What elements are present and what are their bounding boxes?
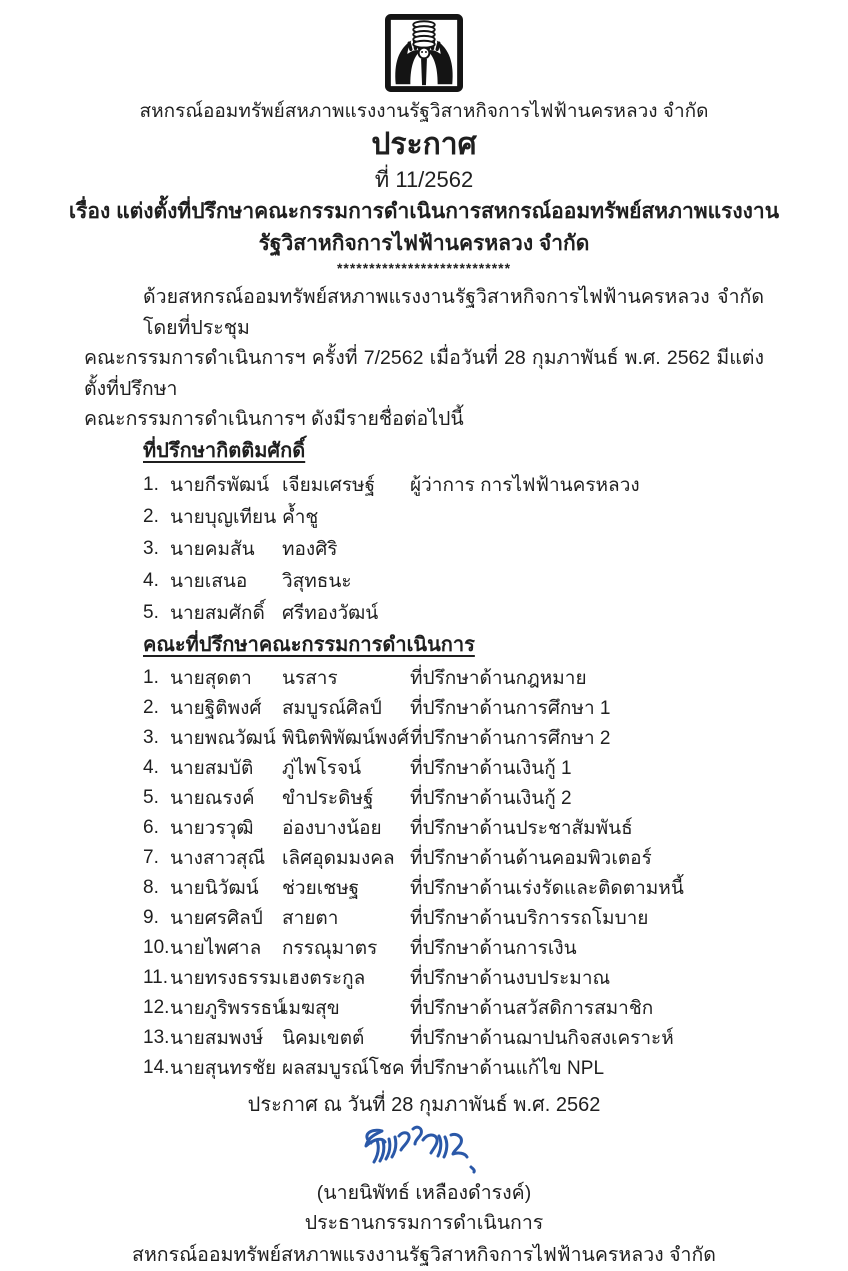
- body-paragraph: [84, 282, 764, 435]
- member-role: ที่ปรึกษาด้านงบประมาณ: [410, 968, 611, 990]
- list-item: [143, 469, 848, 501]
- member-name: นายสมพงษ์: [170, 1028, 264, 1050]
- handwritten-signature-icon: [0, 1123, 848, 1177]
- member-name: นายเสนอ: [170, 571, 248, 593]
- member-surname: กรรณุมาตร: [282, 938, 378, 960]
- member-name: นายพณวัฒน์: [170, 728, 276, 750]
- list-item: [143, 873, 848, 903]
- subject-line-2: รัฐวิสาหกิจการไฟฟ้านครหลวง จำกัด: [258, 232, 590, 255]
- honorary-advisors-heading: ที่ปรึกษากิตติมศักดิ์: [143, 439, 306, 462]
- member-role: ผู้ว่าการ การไฟฟ้านครหลวง: [410, 474, 640, 496]
- signer-organization: สหกรณ์ออมทรัพย์สหภาพแรงงานรัฐวิสาหกิจการไฟฟ้านครหลวง จำกัด: [132, 1244, 716, 1267]
- member-surname: อ่องบางน้อย: [282, 818, 382, 840]
- advisory-board-heading: คณะที่ปรึกษาคณะกรรมการดำเนินการ: [143, 634, 475, 657]
- member-number: 10.: [143, 937, 170, 959]
- member-name: นายวรวุฒิ: [170, 818, 254, 840]
- member-number: 11.: [143, 967, 169, 989]
- member-number: 3.: [143, 537, 159, 559]
- member-number: 2.: [143, 697, 159, 719]
- list-item: [143, 753, 848, 783]
- member-surname: เฮงตระกูล: [282, 968, 366, 990]
- member-role: ที่ปรึกษาด้านบริการรถโมบาย: [410, 908, 649, 930]
- member-surname: ภู่ไพโรจน์: [282, 758, 362, 780]
- asterisk-divider: ***************************: [336, 260, 512, 276]
- member-number: 13.: [143, 1027, 170, 1049]
- list-item: [143, 723, 848, 753]
- member-name: นายสมศักดิ์: [170, 603, 265, 625]
- list-item: [143, 1023, 848, 1053]
- member-number: 1.: [143, 473, 159, 495]
- member-number: 5.: [143, 787, 159, 809]
- member-name: นายศรศิลป์: [170, 908, 263, 930]
- member-role: ที่ปรึกษาด้านการเงิน: [410, 938, 577, 960]
- cooperative-logo-icon: [385, 14, 463, 92]
- member-name: นายคมสัน: [170, 538, 255, 560]
- subject-line-1: เรื่อง แต่งตั้งที่ปรึกษาคณะกรรมการดำเนินการสหกรณ์ออมทรัพย์สหภาพแรงงาน: [68, 200, 780, 223]
- list-item: [143, 933, 848, 963]
- member-number: 7.: [143, 847, 159, 869]
- member-name: นายฐิติพงศ์: [170, 698, 262, 720]
- member-surname: เลิศอุดมมงคล: [282, 848, 395, 870]
- member-number: 4.: [143, 757, 159, 779]
- member-name: นายทรงธรรม: [170, 968, 282, 990]
- member-surname: เมฆสุข: [282, 998, 340, 1020]
- list-item: [143, 993, 848, 1023]
- member-role: ที่ปรึกษาด้านเงินกู้ 1: [410, 758, 572, 780]
- member-surname: ผลสมบูรณ์โชค: [282, 1058, 405, 1080]
- body-line: คณะกรรมการดำเนินการฯ ดังมีรายชื่อต่อไปนี้: [84, 408, 464, 430]
- member-name: นายภูริพรรธน์: [170, 998, 286, 1020]
- member-role: ที่ปรึกษาด้านเร่งรัดและติดตามหนี้: [410, 878, 684, 900]
- member-name: นางสาวสุณี: [170, 848, 266, 870]
- advisory-board-list: [143, 663, 848, 1083]
- member-surname: เจียมเศรษฐ์: [282, 474, 376, 496]
- member-role: ที่ปรึกษาด้านสวัสดิการสมาชิก: [410, 998, 654, 1020]
- member-number: 12.: [143, 997, 170, 1019]
- list-item: [143, 813, 848, 843]
- member-name: นายนิวัฒน์: [170, 878, 259, 900]
- member-surname: สายตา: [282, 908, 339, 930]
- member-surname: ศรีทองวัฒน์: [282, 603, 379, 625]
- member-role: ที่ปรึกษาด้านประชาสัมพันธ์: [410, 818, 633, 840]
- list-item: [143, 565, 848, 597]
- member-role: ที่ปรึกษาด้านการศึกษา 2: [410, 728, 611, 750]
- member-role: ที่ปรึกษาด้านฌาปนกิจสงเคราะห์: [410, 1028, 674, 1050]
- member-name: นายณรงค์: [170, 788, 255, 810]
- list-item: [143, 1053, 848, 1083]
- honorary-advisors-list: [143, 469, 848, 630]
- body-line: คณะกรรมการดำเนินการฯ ครั้งที่ 7/2562 เมื่อวันที่ 28 กุมภาพันธ์ พ.ศ. 2562 มีแต่งตั้งที่ปรึกษา: [84, 347, 764, 400]
- member-surname: ขำประดิษฐ์: [282, 788, 374, 810]
- member-number: 3.: [143, 727, 159, 749]
- member-name: นายกีรพัฒน์: [170, 474, 270, 496]
- member-surname: นรสาร: [282, 668, 338, 690]
- member-role: ที่ปรึกษาด้านด้านคอมพิวเตอร์: [410, 848, 652, 870]
- member-number: 4.: [143, 570, 159, 592]
- list-item: [143, 843, 848, 873]
- member-number: 14.: [143, 1057, 170, 1079]
- document-number: ที่ 11/2562: [374, 167, 474, 192]
- list-item: [143, 693, 848, 723]
- member-surname: สมบูรณ์ศิลป์: [282, 698, 382, 720]
- member-role: ที่ปรึกษาด้านการศึกษา 1: [410, 698, 611, 720]
- member-surname: นิคมเขตต์: [282, 1028, 365, 1050]
- list-item: [143, 663, 848, 693]
- member-role: ที่ปรึกษาด้านเงินกู้ 2: [410, 788, 572, 810]
- announcement-date-line: ประกาศ ณ วันที่ 28 กุมภาพันธ์ พ.ศ. 2562: [247, 1094, 601, 1117]
- member-role: ที่ปรึกษาด้านกฎหมาย: [410, 668, 587, 690]
- member-surname: ช่วยเชษฐ: [282, 878, 360, 900]
- list-item: [143, 783, 848, 813]
- member-name: นายสมบัติ: [170, 758, 254, 780]
- organization-name-header: สหกรณ์ออมทรัพย์สหภาพแรงงานรัฐวิสาหกิจการไฟฟ้านครหลวง จำกัด: [139, 101, 709, 122]
- body-line: ด้วยสหกรณ์ออมทรัพย์สหภาพแรงงานรัฐวิสาหกิจการไฟฟ้านครหลวง จำกัด โดยที่ประชุม: [143, 286, 764, 339]
- document-title: ประกาศ: [371, 128, 477, 161]
- member-name: นายสุดตา: [170, 668, 252, 690]
- list-item: [143, 597, 848, 629]
- list-item: [143, 533, 848, 565]
- member-number: 5.: [143, 602, 159, 624]
- signer-name: (นายนิพัทธ์ เหลืองดำรงค์): [316, 1182, 532, 1205]
- member-surname: พินิตพิพัฒน์พงศ์: [282, 728, 409, 750]
- member-name: นายไพศาล: [170, 938, 262, 960]
- signer-title: ประธานกรรมการดำเนินการ: [304, 1212, 544, 1235]
- member-name: นายสุนทรชัย: [170, 1058, 277, 1080]
- member-surname: ทองศิริ: [282, 538, 338, 560]
- list-item: [143, 903, 848, 933]
- member-number: 1.: [143, 667, 159, 689]
- member-surname: วิสุทธนะ: [282, 571, 352, 593]
- member-role: ที่ปรึกษาด้านแก้ไข NPL: [410, 1058, 605, 1080]
- member-number: 2.: [143, 505, 159, 527]
- member-surname: ค้ำชู: [282, 506, 319, 528]
- list-item: [143, 501, 848, 533]
- list-item: [143, 963, 848, 993]
- member-name: นายบุญเทียน: [170, 506, 277, 528]
- member-number: 6.: [143, 817, 159, 839]
- member-number: 8.: [143, 877, 159, 899]
- member-number: 9.: [143, 907, 159, 929]
